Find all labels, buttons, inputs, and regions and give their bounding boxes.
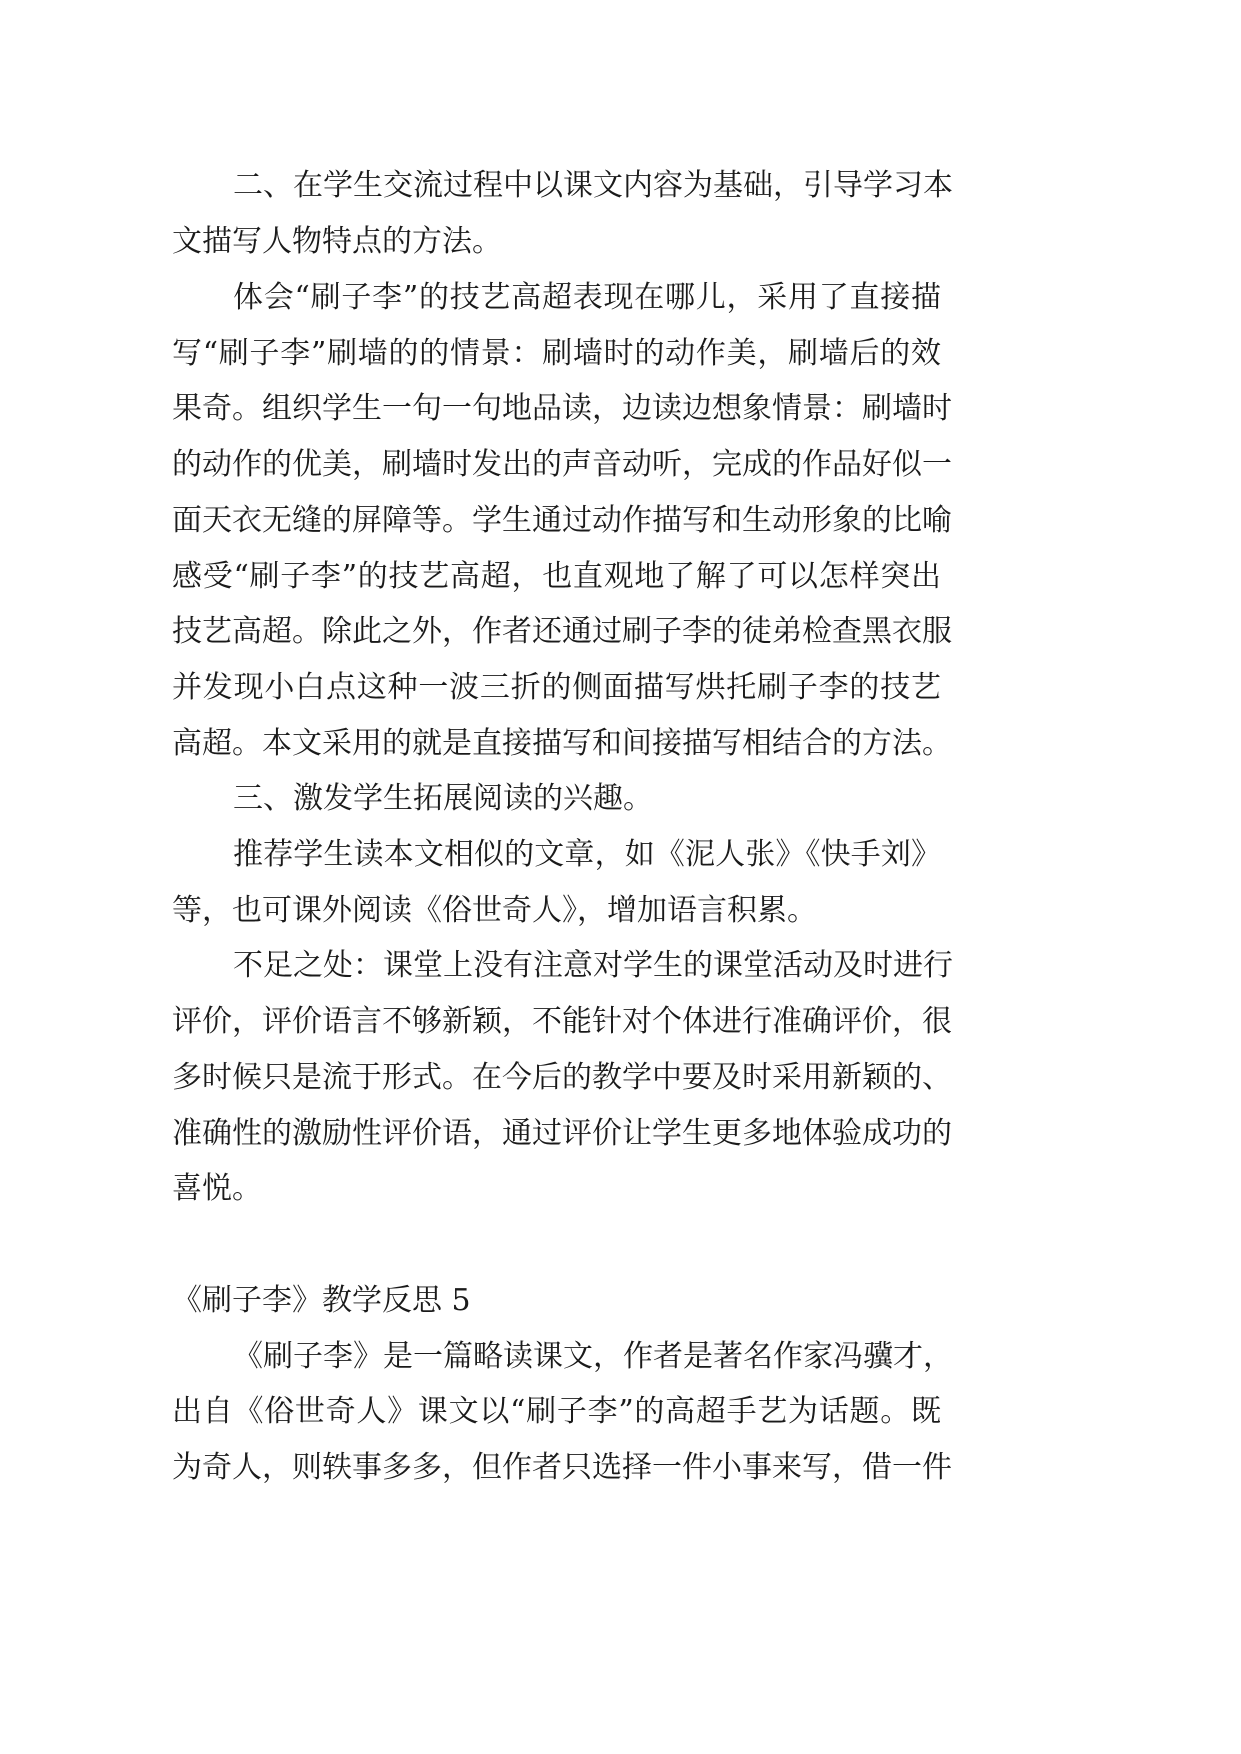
text-line: 二、在学生交流过程中以课文内容为基础，引导学习本	[233, 168, 953, 203]
text-line: 并发现小白点这种一波三折的侧面描写烘托刷子李的技艺	[172, 670, 941, 705]
text-line: 等，也可课外阅读《俗世奇人》，增加语言积累。	[172, 893, 817, 928]
section-title: 《刷子李》教学反思 5	[172, 1283, 471, 1318]
text-line: 感受“刷子李”的技艺高超，也直观地了解了可以怎样突出	[172, 559, 941, 594]
text-line: 多时候只是流于形式。在今后的教学中要及时采用新颖的、	[172, 1060, 952, 1095]
text-line: 出自《俗世奇人》课文以“刷子李”的高超手艺为话题。既	[172, 1394, 941, 1429]
text-line: 《刷子李》是一篇略读课文，作者是著名作家冯骥才，	[233, 1339, 953, 1374]
text-line: 面天衣无缝的屏障等。学生通过动作描写和生动形象的比喻	[172, 503, 952, 538]
text-line: 评价，评价语言不够新颖，不能针对个体进行准确评价，很	[172, 1004, 952, 1039]
text-line: 喜悦。	[172, 1171, 262, 1206]
text-line: 准确性的激励性评价语，通过评价让学生更多地体验成功的	[172, 1116, 952, 1151]
text-line: 不足之处：课堂上没有注意对学生的课堂活动及时进行	[233, 948, 953, 983]
text-line: 推荐学生读本文相似的文章，如《泥人张》《快手刘》	[233, 837, 941, 872]
text-line: 文描写人物特点的方法。	[172, 224, 502, 259]
text-line: 高超。本文采用的就是直接描写和间接描写相结合的方法。	[172, 726, 952, 761]
text-line: 为奇人，则轶事多多，但作者只选择一件小事来写，借一件	[172, 1450, 952, 1485]
text-line: 技艺高超。除此之外，作者还通过刷子李的徒弟检查黑衣服	[172, 614, 952, 649]
text-line: 体会“刷子李”的技艺高超表现在哪儿，采用了直接描	[233, 280, 941, 315]
text-line: 三、激发学生拓展阅读的兴趣。	[233, 781, 653, 816]
text-line: 写“刷子李”刷墙的的情景：刷墙时的动作美，刷墙后的效	[172, 336, 941, 371]
text-line: 的动作的优美，刷墙时发出的声音动听，完成的作品好似一	[172, 447, 952, 482]
text-line: 果奇。组织学生一句一句地品读，边读边想象情景：刷墙时	[172, 391, 952, 426]
